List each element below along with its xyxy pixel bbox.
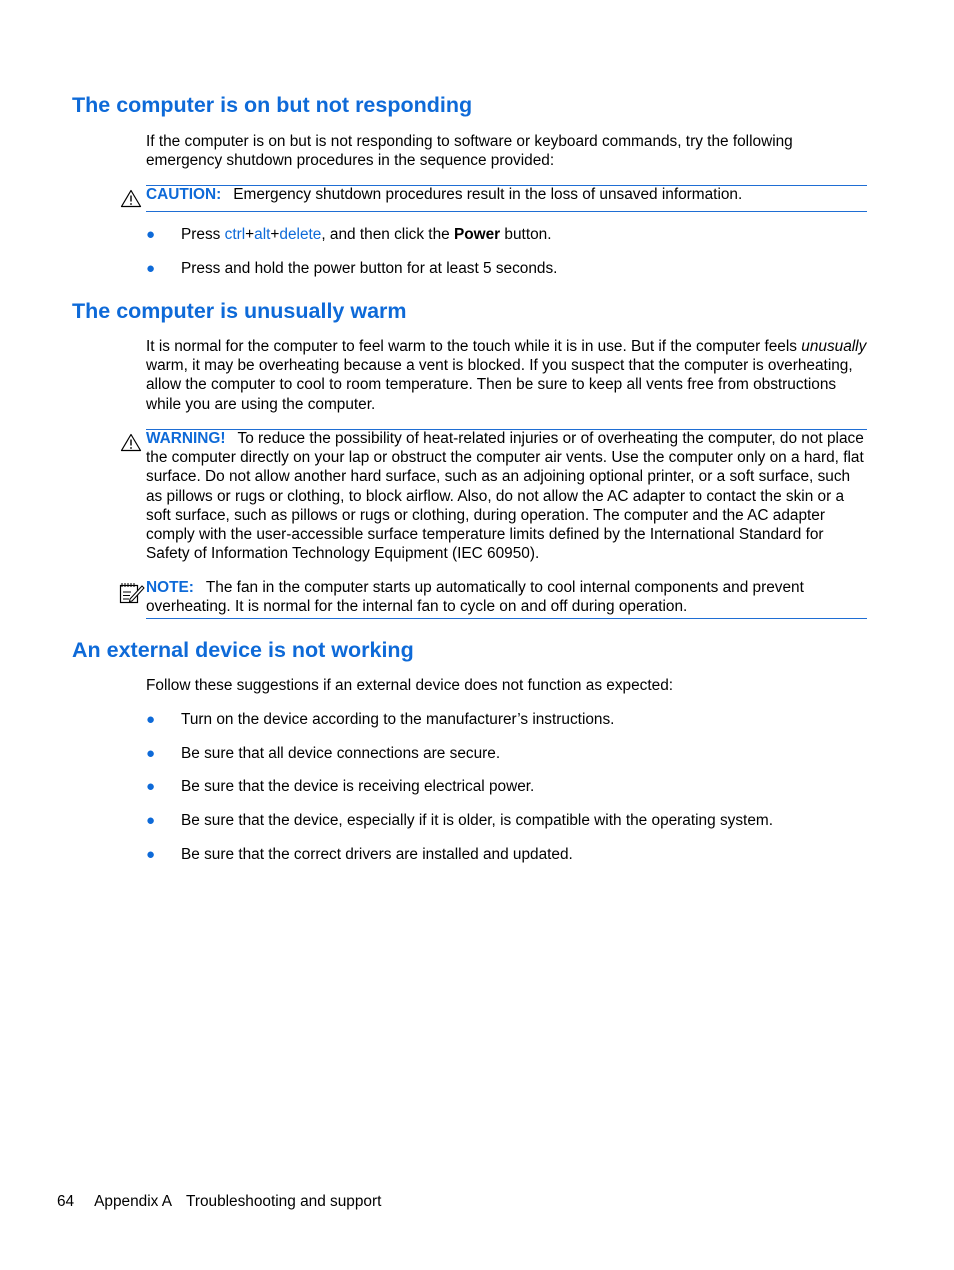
caution-label: CAUTION:	[146, 186, 222, 203]
paragraph-unusually-warm-intro: It is normal for the computer to feel warm to the touch while it is in use. But if the computer feels unusually warm, it may be overheating because a vent is blocked. If you suspect that the computer is overheating, allow the computer to cool to room temperature. Then be sure to keep all vents free from obstructions while you are using the computer.	[146, 338, 867, 413]
warning-label: WARNING!	[146, 430, 226, 447]
bullet-icon: ●	[146, 846, 156, 863]
caution-bottom-rule	[146, 211, 867, 212]
bullet-icon: ●	[146, 812, 156, 829]
section-heading-unusually-warm: The computer is unusually warm	[72, 299, 407, 323]
paragraph-external-device-intro: Follow these suggestions if an external device does not function as expected:	[146, 677, 674, 694]
list-item-text: Be sure that the device is receiving electrical power.	[181, 778, 535, 795]
bullet-icon: ●	[146, 745, 156, 762]
bullet-icon: ●	[146, 226, 156, 243]
warning-text: To reduce the possibility of heat-related injuries or of overheating the computer, do not place the computer directly on your lap or obstruct the computer air vents. Use the computer only on a hard, flat surface. Do not allow another hard surface, such as an adjoining optional printer, or a soft surface, such as pillows or rugs or clothing, to block airflow. Also, do not allow the AC adapter to contact the skin or a soft surface, such as pillows or rugs or clothing, during operation. The computer and the AC adapter comply with the user-accessible surface temperature limits defined by the International Standard for Safety of Information Technology Equipment (IEC 60950).	[146, 430, 864, 563]
warning-icon	[120, 433, 142, 452]
note-label: NOTE:	[146, 579, 194, 596]
note-icon	[119, 582, 145, 604]
emphasis-unusually: unusually	[801, 338, 867, 355]
list-item-text: Be sure that all device connections are secure.	[181, 745, 501, 762]
note-bottom-rule	[146, 618, 867, 619]
page-footer	[57, 1192, 381, 1211]
bullet-icon: ●	[146, 260, 156, 277]
note-text: The fan in the computer starts up automatically to cool internal components and prevent overheating. It is normal for the internal fan to cycle on and off during operation.	[146, 579, 804, 616]
caution-notice	[146, 185, 867, 204]
key-alt: alt	[254, 226, 271, 243]
footer-title: Troubleshooting and support	[186, 1193, 382, 1210]
list-item-text: Be sure that the correct drivers are installed and updated.	[181, 846, 573, 863]
power-button-term: Power	[453, 226, 501, 243]
key-delete: delete	[279, 226, 322, 243]
section-heading-external-device: An external device is not working	[72, 638, 414, 662]
caution-icon	[120, 189, 142, 208]
key-ctrl: ctrl	[224, 226, 246, 243]
list-item-text: Turn on the device according to the manufacturer’s instructions.	[181, 711, 615, 728]
caution-text: Emergency shutdown procedures result in the loss of unsaved information.	[233, 186, 743, 203]
list-item-text: Press ctrl+alt+delete, and then click the Power button.	[181, 226, 552, 243]
list-item-text: Be sure that the device, especially if it is older, is compatible with the operating system.	[181, 812, 773, 829]
note-notice	[146, 578, 867, 616]
list-item-text: Press and hold the power button for at least 5 seconds.	[181, 260, 558, 277]
footer-appendix: Appendix A	[94, 1193, 172, 1210]
bullet-icon: ●	[146, 778, 156, 795]
section-heading-not-responding: The computer is on but not responding	[72, 93, 473, 117]
paragraph-not-responding-intro: If the computer is on but is not responding to software or keyboard commands, try the following emergency shutdown procedures in the sequence provided:	[146, 133, 793, 170]
warning-notice	[146, 429, 867, 563]
page-number: 64	[57, 1193, 75, 1210]
bullet-icon: ●	[146, 711, 156, 728]
